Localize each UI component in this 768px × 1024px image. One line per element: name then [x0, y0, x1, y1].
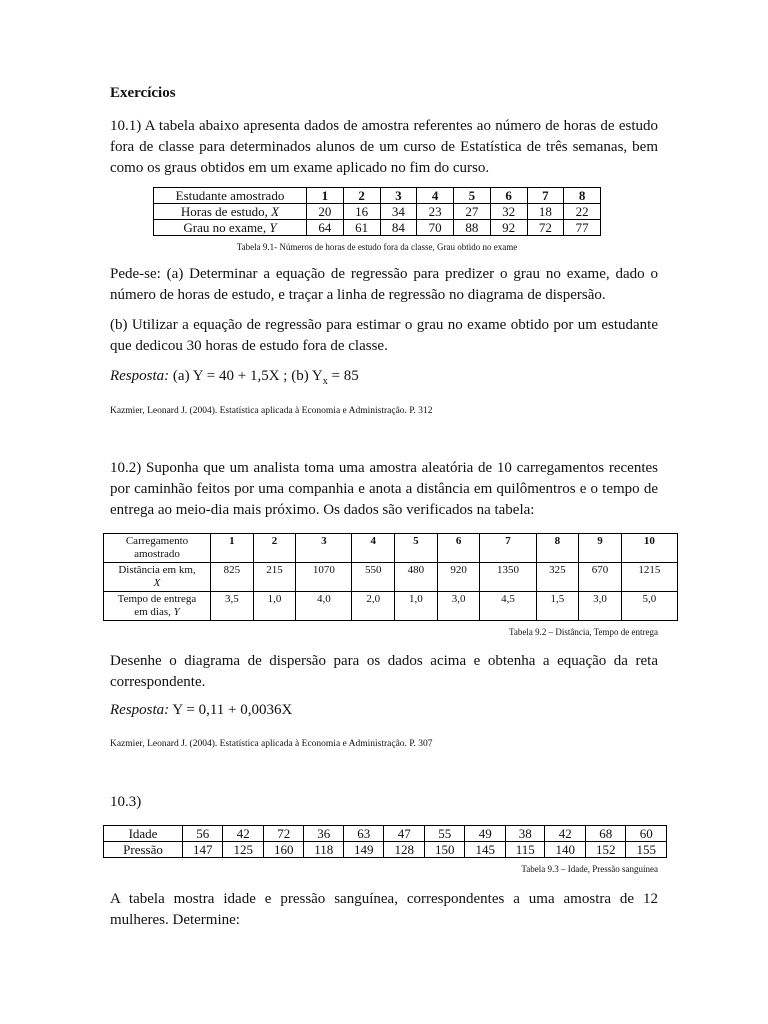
ex1-reference: Kazmier, Leonard J. (2004). Estatística aplicada à Economia e Administração. P. 312 — [110, 406, 433, 416]
table-9-2 — [103, 533, 678, 621]
row-label: Idade — [104, 826, 183, 842]
table-cell: 7 — [527, 188, 564, 204]
table-cell: 1 — [211, 534, 254, 563]
table-cell: 42 — [223, 826, 263, 842]
row-label: Horas de estudo, X — [154, 204, 307, 220]
table-cell: 2 — [343, 188, 380, 204]
table-cell: 155 — [626, 842, 667, 858]
table-cell: 6 — [490, 188, 527, 204]
table-cell: 4,5 — [480, 592, 536, 621]
table-row — [104, 842, 667, 858]
table-cell: 5 — [395, 534, 438, 563]
table-cell: 550 — [352, 563, 395, 592]
ex2-intro: 10.2) Suponha que um analista toma uma amostra aleatória de 10 carregamentos recentes por caminhão feitos por uma companhia e anota a distância em quilômentros e o tempo de entrega ao meio-dia mais próximo. Os dados são verificados na tabela: — [110, 460, 658, 518]
table-row — [154, 204, 601, 220]
ex2-reference: Kazmier, Leonard J. (2004). Estatística aplicada à Economia e Administração. P. 307 — [110, 739, 433, 749]
table-cell: 118 — [304, 842, 344, 858]
table-cell: 5 — [454, 188, 491, 204]
table-cell: 670 — [579, 563, 622, 592]
ex1-intro: 10.1) A tabela abaixo apresenta dados de amostra referentes ao número de horas de estudo fora de classe para determinados alunos de um curso de Estatística de três semanas, bem como os graus obtidos em um exame aplicado no fim do curso. — [110, 118, 658, 176]
table-9-1-caption: Tabela 9.1- Números de horas de estudo fora da classe, Grau obtido no exame — [236, 242, 518, 252]
table-cell: 128 — [384, 842, 424, 858]
table-cell: 3,0 — [437, 592, 480, 621]
row-label: Estudante amostrado — [154, 188, 307, 204]
table-cell: 480 — [395, 563, 438, 592]
ex1-answer: Resposta: (a) Y = 40 + 1,5X ; (b) $Y_x = 85$ — [110, 368, 359, 387]
table-cell: 56 — [183, 826, 223, 842]
table-cell: 7 — [480, 534, 536, 563]
table-9-1 — [153, 187, 601, 236]
table-cell: 1,0 — [253, 592, 296, 621]
table-cell: 88 — [454, 220, 491, 236]
table-cell: 1070 — [296, 563, 352, 592]
ex3-text: A tabela mostra idade e pressão sanguínea, correspondentes a uma amostra de 12 mulheres. Determine: — [110, 891, 658, 928]
table-cell: 4,0 — [296, 592, 352, 621]
table-cell: 150 — [424, 842, 464, 858]
table-cell: 36 — [304, 826, 344, 842]
table-cell: 2 — [253, 534, 296, 563]
table-cell: 70 — [417, 220, 454, 236]
table-cell: 325 — [536, 563, 579, 592]
table-cell: 920 — [437, 563, 480, 592]
table-cell: 68 — [585, 826, 625, 842]
table-cell: 8 — [564, 188, 601, 204]
table-cell: 3 — [296, 534, 352, 563]
table-row — [154, 188, 601, 204]
table-cell: 42 — [545, 826, 585, 842]
table-cell: 10 — [621, 534, 677, 563]
table-row — [104, 592, 678, 621]
table-cell: 23 — [417, 204, 454, 220]
ex2-answer: Resposta: Y = 0,11 + 0,0036X — [110, 702, 293, 718]
table-cell: 4 — [352, 534, 395, 563]
table-cell: 1 — [307, 188, 344, 204]
table-cell: 6 — [437, 534, 480, 563]
table-cell: 18 — [527, 204, 564, 220]
table-cell: 49 — [465, 826, 505, 842]
table-cell: 140 — [545, 842, 585, 858]
table-cell: 34 — [380, 204, 417, 220]
table-9-2-caption: Tabela 9.2 – Distância, Tempo de entrega — [508, 627, 658, 637]
table-cell: 5,0 — [621, 592, 677, 621]
table-cell: 16 — [343, 204, 380, 220]
table-9-3 — [103, 825, 667, 858]
table-cell: 64 — [307, 220, 344, 236]
table-cell: 4 — [417, 188, 454, 204]
table-cell: 160 — [263, 842, 303, 858]
table-row — [104, 826, 667, 842]
table-cell: 115 — [505, 842, 545, 858]
table-cell: 84 — [380, 220, 417, 236]
table-cell: 60 — [626, 826, 667, 842]
table-cell: 38 — [505, 826, 545, 842]
ex3-title: 10.3) — [110, 794, 142, 810]
table-row — [154, 220, 601, 236]
table-cell: 3,0 — [579, 592, 622, 621]
table-cell: 125 — [223, 842, 263, 858]
table-cell: 149 — [344, 842, 384, 858]
table-cell: 77 — [564, 220, 601, 236]
table-cell: 63 — [344, 826, 384, 842]
row-label: Tempo de entrega em dias, Y — [104, 592, 211, 621]
table-cell: 9 — [579, 534, 622, 563]
table-cell: 47 — [384, 826, 424, 842]
table-cell: 145 — [465, 842, 505, 858]
table-cell: 27 — [454, 204, 491, 220]
table-cell: 72 — [527, 220, 564, 236]
table-cell: 20 — [307, 204, 344, 220]
table-cell: 147 — [183, 842, 223, 858]
table-cell: 2,0 — [352, 592, 395, 621]
ex1-question-a: Pede-se: (a) Determinar a equação de regressão para predizer o grau no exame, dado o número de horas de estudo, e traçar a linha de regressão no diagrama de dispersão. — [110, 266, 658, 303]
table-cell: 72 — [263, 826, 303, 842]
section-heading: Exercícios — [110, 85, 176, 101]
row-label: Grau no exame, Y — [154, 220, 307, 236]
table-cell: 61 — [343, 220, 380, 236]
table-row — [104, 534, 678, 563]
table-cell: 825 — [211, 563, 254, 592]
table-cell: 152 — [585, 842, 625, 858]
table-cell: 1,0 — [395, 592, 438, 621]
ex1-question-b: (b) Utilizar a equação de regressão para estimar o grau no exame obtido por um estudante que dedicou 30 horas de estudo fora de classe. — [110, 317, 658, 354]
table-cell: 1350 — [480, 563, 536, 592]
table-cell: 32 — [490, 204, 527, 220]
table-cell: 22 — [564, 204, 601, 220]
table-cell: 1215 — [621, 563, 677, 592]
table-cell: 215 — [253, 563, 296, 592]
row-label: Distância em km, X — [104, 563, 211, 592]
table-cell: 3 — [380, 188, 417, 204]
table-cell: 92 — [490, 220, 527, 236]
table-cell: 55 — [424, 826, 464, 842]
table-row — [104, 563, 678, 592]
table-cell: 3,5 — [211, 592, 254, 621]
row-label: Carregamento amostrado — [104, 534, 211, 563]
table-cell: 8 — [536, 534, 579, 563]
table-9-3-caption: Tabela 9.3 – Idade, Pressão sanguínea — [521, 864, 658, 874]
ex2-task: Desenhe o diagrama de dispersão para os dados acima e obtenha a equação da reta correspondente. — [110, 653, 658, 690]
table-cell: 1,5 — [536, 592, 579, 621]
row-label: Pressão — [104, 842, 183, 858]
